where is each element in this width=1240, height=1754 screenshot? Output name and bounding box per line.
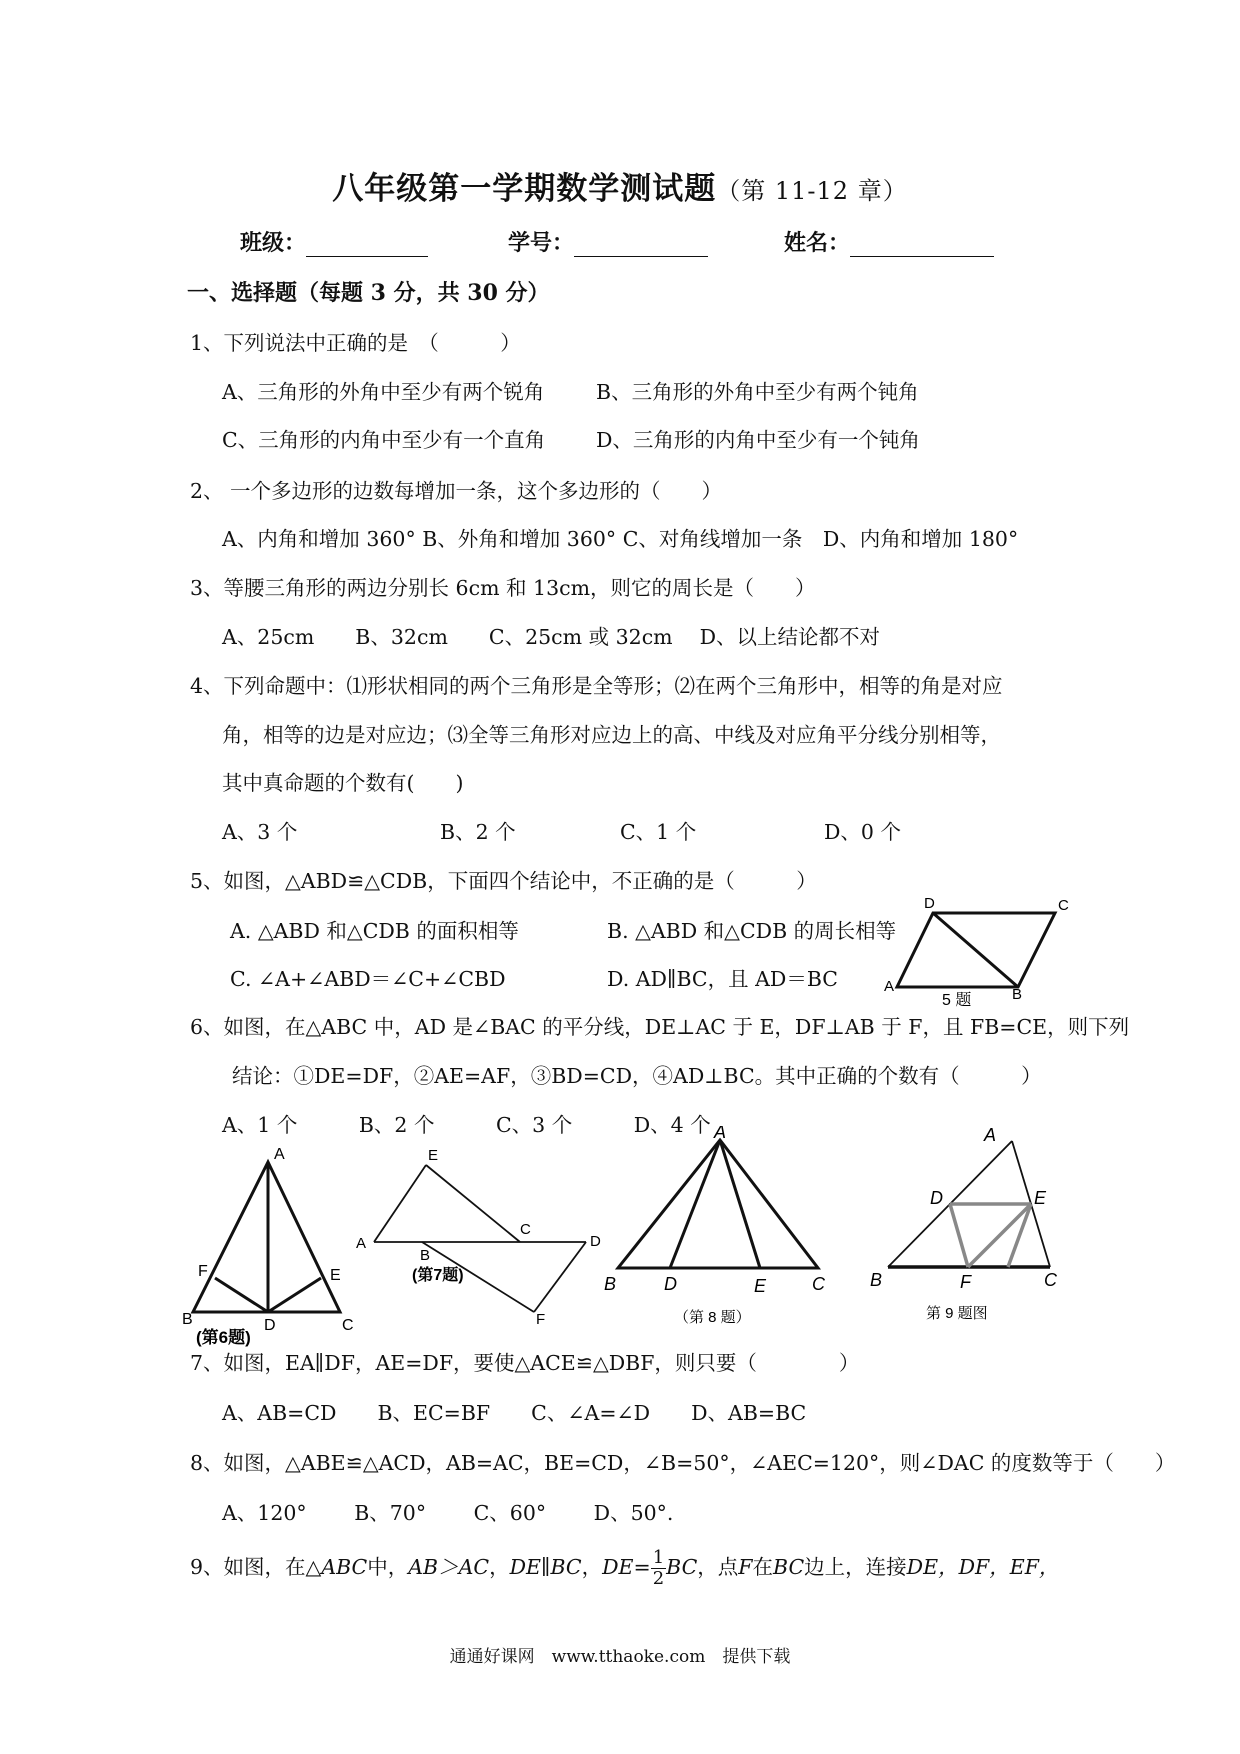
fig9-caption: 第 9 题图 bbox=[926, 1305, 988, 1322]
label-e: E bbox=[428, 1147, 439, 1164]
name-blank[interactable] bbox=[850, 232, 994, 257]
label-c: C bbox=[1044, 1270, 1057, 1290]
q4-line3: 其中真命题的个数有( ) bbox=[222, 771, 464, 795]
q8-stem: 8、如图，△ABE≌△ACD，AB=AC，BE=CD，∠B=50°，∠AEC=120°，则∠DAC 的度数等于（ ） bbox=[190, 1451, 1176, 1475]
q1-option-a: A、三角形的外角中至少有两个锐角 bbox=[222, 380, 545, 404]
footer-credit: 通通好课网 www.tthaoke.com 提供下载 bbox=[449, 1647, 791, 1667]
q4-line1: 4、下列命题中：⑴形状相同的两个三角形是全等形；⑵在两个三角形中，相等的角是对应 bbox=[190, 674, 1003, 698]
q6-line1: 6、如图，在△ABC 中，AD 是∠BAC 的平分线，DE⊥AC 于 E，DF⊥AB 于 F，且 FB=CE，则下列 bbox=[190, 1015, 1130, 1039]
label-c: C bbox=[520, 1221, 531, 1238]
label-a: A bbox=[984, 1125, 997, 1145]
label-a: A bbox=[714, 1126, 727, 1142]
label-c: C bbox=[812, 1274, 825, 1294]
label-d: D bbox=[264, 1317, 276, 1334]
class-blank[interactable] bbox=[306, 232, 428, 257]
q4-option-d: D、0 个 bbox=[824, 820, 901, 844]
segment-ec bbox=[426, 1165, 520, 1242]
segment-df bbox=[534, 1242, 586, 1312]
class-label: 班级： bbox=[240, 230, 307, 256]
q5-stem: 5、如图，△ABD≌△CDB，下面四个结论中，不正确的是（ ） bbox=[190, 869, 817, 893]
label-f: F bbox=[960, 1272, 971, 1292]
label-e: E bbox=[330, 1267, 341, 1284]
q2-stem: 2、 一个多边形的边数每增加一条，这个多边形的（ ） bbox=[190, 479, 723, 503]
segment-de bbox=[268, 1278, 321, 1312]
q5-option-c: C. ∠A+∠ABD＝∠C+∠CBD bbox=[230, 967, 506, 991]
q1-option-c: C、三角形的内角中至少有一个直角 bbox=[222, 428, 546, 452]
name-label: 姓名： bbox=[784, 230, 851, 256]
label-c: C bbox=[342, 1317, 354, 1334]
title-sub: （第 11-12 章） bbox=[716, 177, 908, 205]
q7-stem: 7、如图，EA∥DF，AE=DF，要使△ACE≌△DBF，则只要（ ） bbox=[190, 1351, 860, 1375]
figure-q7 bbox=[352, 1140, 612, 1326]
q3-options: A、25cm B、32cm C、25cm 或 32cm D、以上结论都不对 bbox=[222, 625, 881, 649]
label-b: B bbox=[420, 1247, 431, 1264]
page-title bbox=[0, 163, 1240, 208]
fig7-caption: (第7题) bbox=[412, 1267, 464, 1284]
q9-stem: 9、如图，在△ABC中，AB＞AC，DE∥BC，DE= $\frac{1}{2}$ BC，点F在BC边上，连接DE，DF，EF， bbox=[190, 1547, 1060, 1589]
q5-option-a: A. △ABD 和△CDB 的面积相等 bbox=[230, 919, 519, 943]
segment-ad bbox=[670, 1140, 720, 1268]
segment-df bbox=[215, 1278, 268, 1312]
segment-df bbox=[950, 1204, 968, 1267]
q2-options: A、内角和增加 360° B、外角和增加 360° C、对角线增加一条 D、内角和增加 180° bbox=[222, 527, 1019, 551]
name-field bbox=[784, 226, 994, 257]
fig5-caption: 5 题 bbox=[942, 992, 972, 1009]
segment-ae bbox=[720, 1140, 760, 1268]
label-d: D bbox=[664, 1274, 677, 1294]
q5-option-b: B. △ABD 和△CDB 的周长相等 bbox=[607, 919, 897, 943]
number-label: 学号： bbox=[508, 230, 575, 256]
q7-options: A、AB=CD B、EC=BF C、∠A=∠D D、AB=BC bbox=[222, 1401, 807, 1425]
label-b: B bbox=[1012, 986, 1023, 1003]
label-a: A bbox=[274, 1146, 285, 1163]
q6-line2: 结论：①DE=DF，②AE=AF，③BD=CD，④AD⊥BC。其中正确的个数有（ ） bbox=[232, 1064, 1042, 1088]
label-f: F bbox=[536, 1311, 546, 1326]
label-b: B bbox=[870, 1270, 883, 1290]
fraction-one-half: $\frac{1}{2}$ bbox=[652, 1547, 665, 1589]
triangle-abc bbox=[618, 1140, 818, 1268]
figure-q9 bbox=[864, 1124, 1064, 1324]
number-field bbox=[508, 226, 708, 257]
class-field bbox=[240, 226, 428, 257]
section-heading: 一、选择题（每题 3 分，共 30 分） bbox=[187, 280, 550, 306]
label-b: B bbox=[604, 1274, 617, 1294]
label-b: B bbox=[182, 1311, 193, 1328]
figure-q6 bbox=[180, 1138, 370, 1348]
fig6-caption: (第6题) bbox=[196, 1328, 251, 1347]
q4-line2: 角，相等的边是对应边；⑶全等三角形对应边上的高、中线及对应角平分线分别相等， bbox=[222, 723, 1001, 747]
label-a: A bbox=[884, 978, 895, 995]
label-d: D bbox=[930, 1188, 943, 1208]
fig8-caption: （第 8 题） bbox=[674, 1309, 751, 1326]
title-main: 八年级第一学期数学测试题 bbox=[332, 171, 717, 207]
label-a: A bbox=[356, 1235, 367, 1252]
q3-stem: 3、等腰三角形的两边分别长 6cm 和 13cm，则它的周长是（ ） bbox=[190, 576, 816, 600]
q4-option-c: C、1 个 bbox=[620, 820, 697, 844]
q1-stem: 1、下列说法中正确的是 （ ） bbox=[190, 331, 521, 355]
figure-q5 bbox=[880, 896, 1080, 1012]
diagonal-bd bbox=[933, 913, 1018, 987]
label-d: D bbox=[590, 1233, 601, 1250]
number-blank[interactable] bbox=[574, 232, 708, 257]
label-e: E bbox=[1034, 1188, 1047, 1208]
q8-options: A、120° B、70° C、60° D、50°. bbox=[222, 1501, 674, 1525]
label-f: F bbox=[198, 1263, 208, 1280]
label-c: C bbox=[1058, 897, 1069, 914]
segment-ef bbox=[968, 1204, 1031, 1267]
q5-option-d: D. AD∥BC，且 AD＝BC bbox=[607, 967, 838, 991]
label-d: D bbox=[924, 896, 935, 912]
q4-option-b: B、2 个 bbox=[440, 820, 516, 844]
segment-ae bbox=[374, 1165, 426, 1242]
label-e: E bbox=[754, 1276, 767, 1296]
q6-options: A、1 个 B、2 个 C、3 个 D、4 个 bbox=[222, 1113, 711, 1137]
q1-option-d: D、三角形的内角中至少有一个钝角 bbox=[596, 428, 920, 452]
figure-q8 bbox=[600, 1126, 840, 1326]
q1-option-b: B、三角形的外角中至少有两个钝角 bbox=[596, 380, 919, 404]
q4-option-a: A、3 个 bbox=[222, 820, 298, 844]
